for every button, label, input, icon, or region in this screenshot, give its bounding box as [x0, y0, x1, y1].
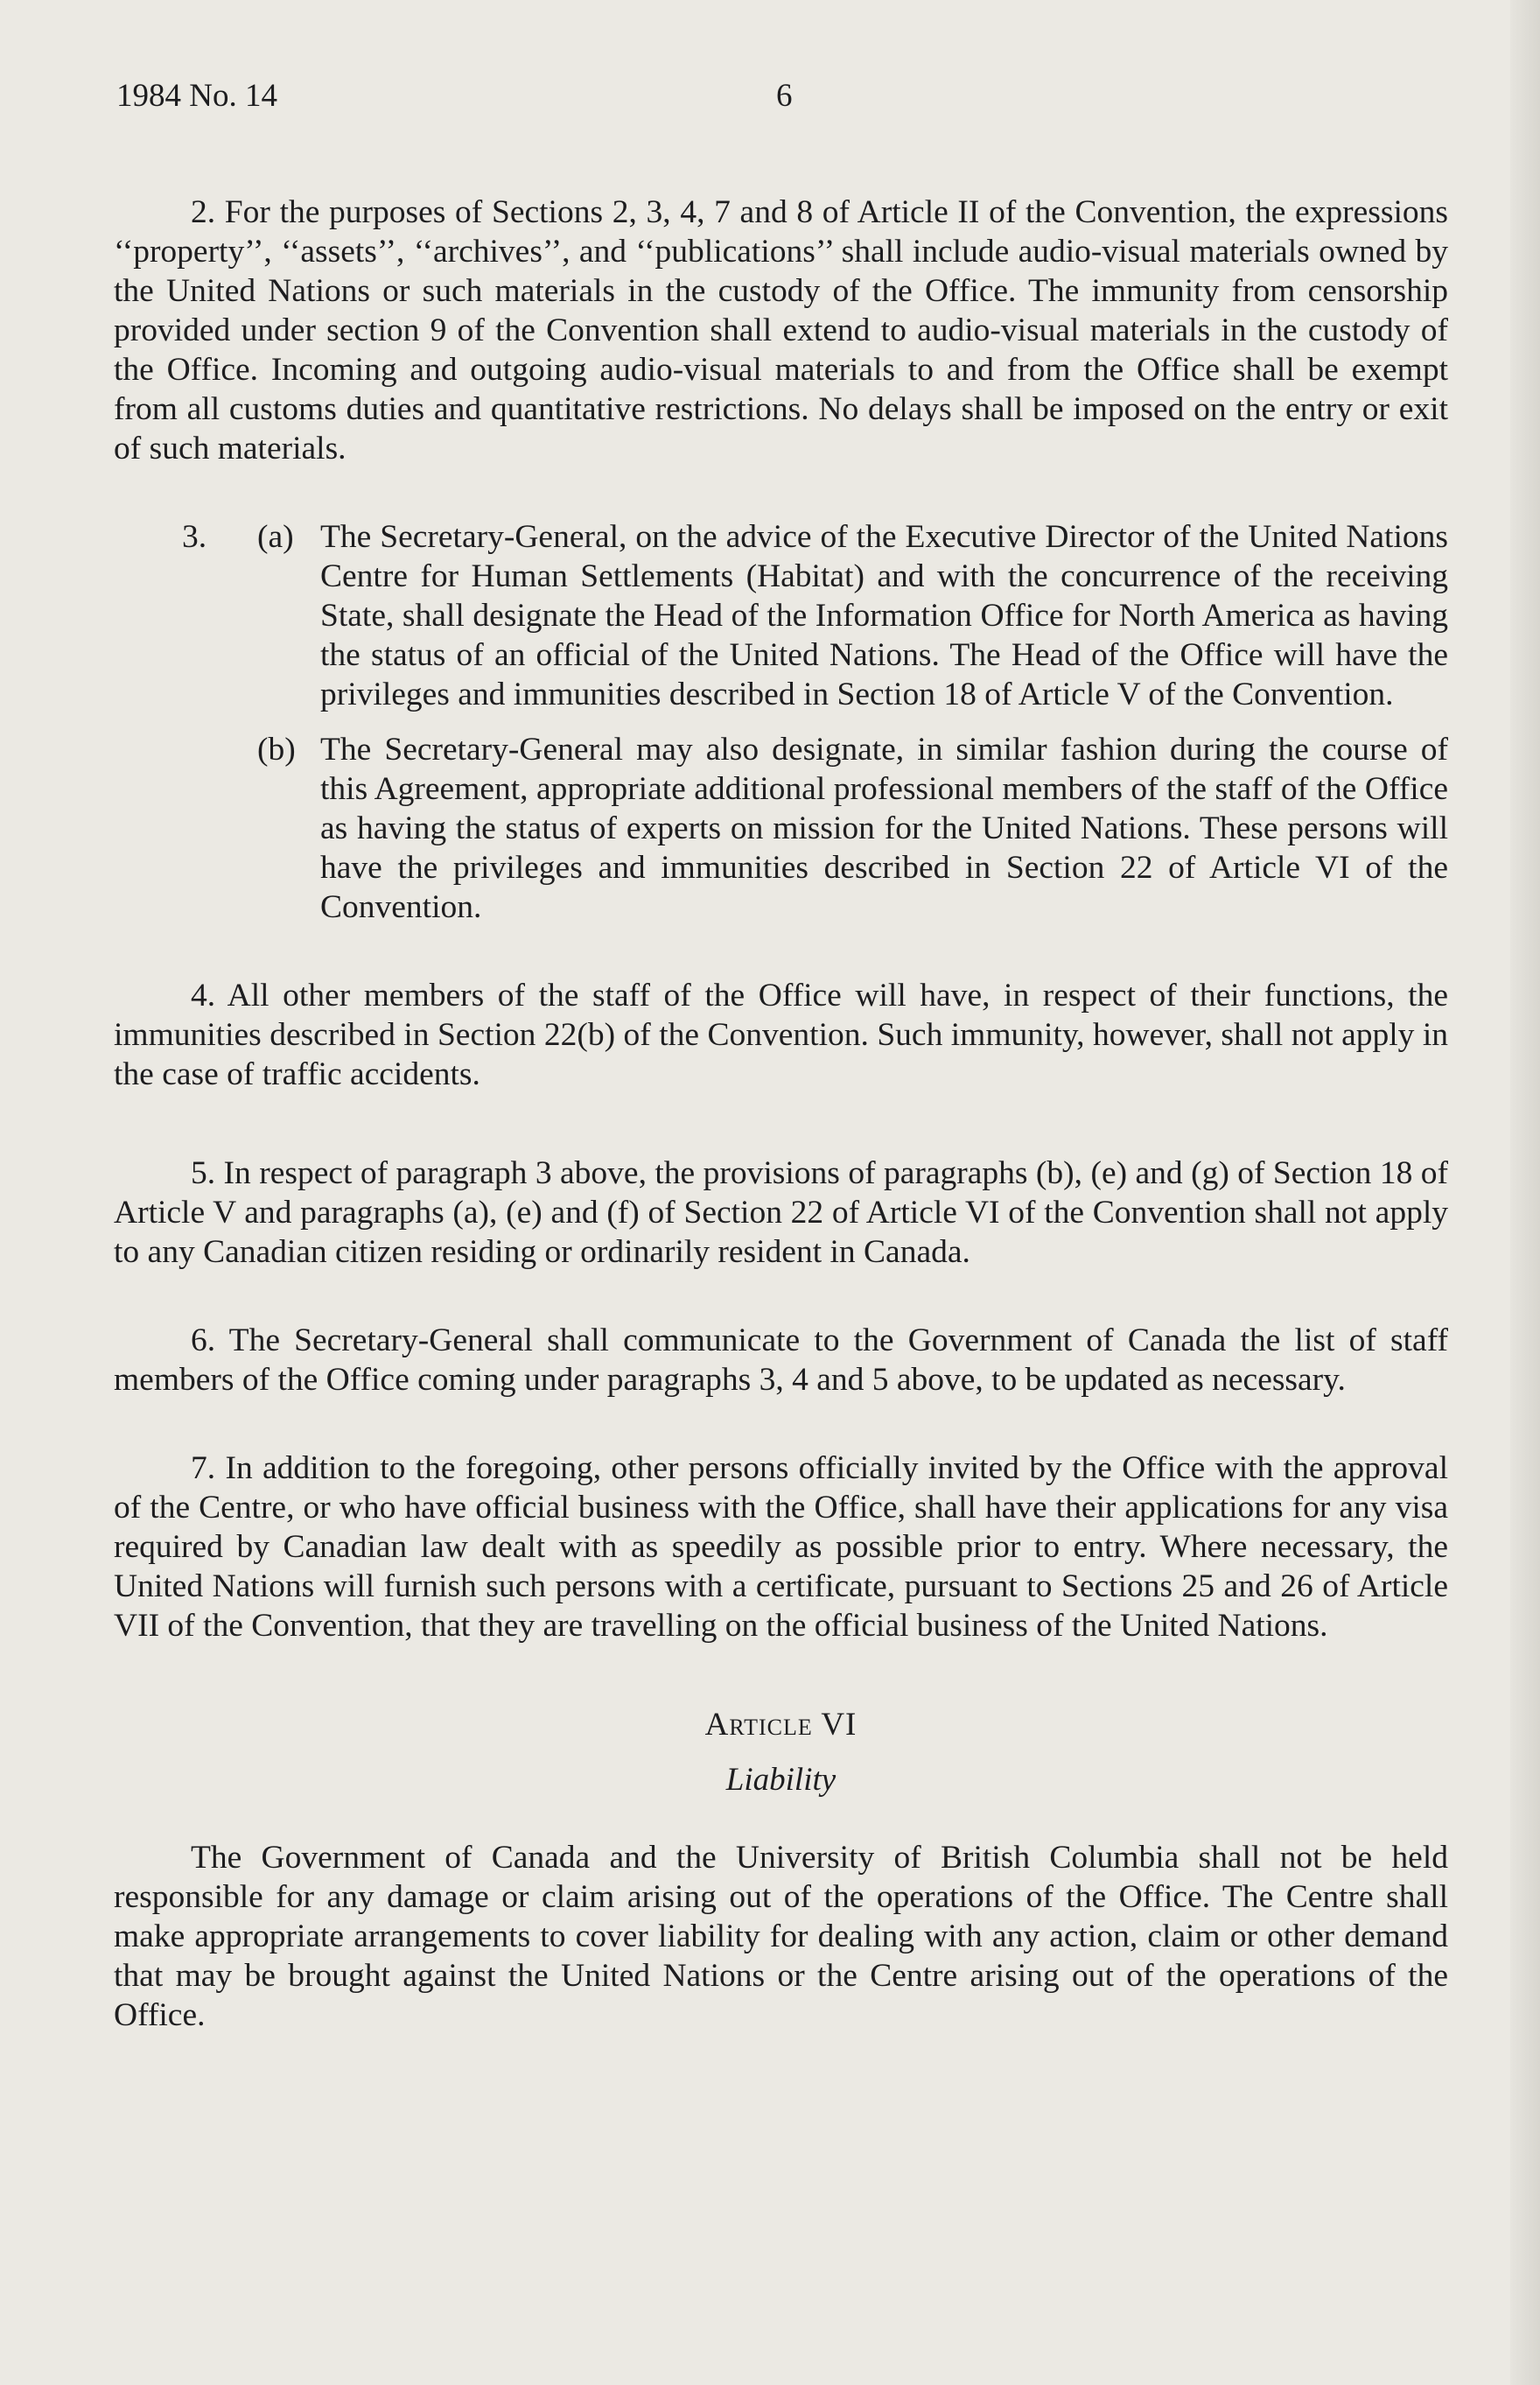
paragraph-4: 4. All other members of the staff of the Office will have, in respect of their functions, the immunities described in Section 22(b) of the Convention. Such immunity, however, shall not apply in the case of traffic accidents. — [114, 978, 1448, 1092]
paragraph-2: 2. For the purposes of Sections 2, 3, 4, 7 and 8 of Article II of the Convention, the expressions ‘‘property’’, ‘‘assets’’, ‘‘archives’’, and ‘‘publications’’ shall include audio-visual materials owned by the United Nations or such materials in the custody of the Office. The immunity from censorship provided under section 9 of the Convention shall extend to audio-visual materials in the custody of the Office. Incoming and outgoing audio-visual materials to and from the Office shall be exempt from all customs duties and quantitative restrictions. No delays shall be imposed on the entry or exit of such materials. — [114, 194, 1448, 466]
paragraph-3a-text: The Secretary-General, on the advice of the Executive Director of the United Nations Centre for Human Settlements (Habitat) and with the concurrence of the receiving State, shall designate the Head of the Information Office for North America as having the status of an official of the United Nations. The Head of the Office will have the privileges and immunities described in Section 18 of Article V of the Convention. — [320, 519, 1448, 712]
paragraph-3a-label: (a) — [257, 519, 294, 555]
page-edge-shadow — [1510, 0, 1540, 2385]
page-number: 6 — [776, 78, 793, 114]
article-subheading: Liability — [725, 1762, 836, 1798]
paragraph-6: 6. The Secretary-General shall communicate to the Government of Canada the list of staff members of the Office coming under paragraphs 3, 4 and 5 above, to be updated as necessary. — [114, 1322, 1448, 1398]
paragraph-3a — [257, 517, 1448, 714]
paragraph-3b — [257, 730, 1448, 927]
paragraph-3 — [114, 517, 1448, 714]
paragraph-3b-text: The Secretary-General may also designate, in similar fashion during the course of this Agreement, appropriate additional professional members of the staff of the Office as having the status of experts on mission for the United Nations. These persons will have the privileges and immunities described in Section 22 of Article VI of the Convention. — [320, 732, 1448, 925]
paragraph-7: 7. In addition to the foregoing, other persons officially invited by the Office with the approval of the Centre, or who have official business with the Office, shall have their applications for any visa required by Canadian law dealt with as speedily as possible prior to entry. Where necessary, the United Nations will furnish such persons with a certificate, pursuant to Sections 25 and 26 of Article VII of the Convention, that they are travelling on the official business of the United Nations. — [114, 1450, 1448, 1644]
article-paragraph: The Government of Canada and the University of British Columbia shall not be held responsible for any damage or claim arising out of the operations of the Office. The Centre shall make appropriate arrangements to cover liability for dealing with any action, claim or other demand that may be brought against the United Nations or the Centre arising out of the operations of the Office. — [114, 1840, 1448, 2033]
paragraph-5: 5. In respect of paragraph 3 above, the provisions of paragraphs (b), (e) and (g) of Section 18 of Article V and paragraphs (a), (e) and (f) of Section 22 of Article VI of the Convention shall not apply to any Canadian citizen residing or ordinarily resident in Canada. — [114, 1155, 1448, 1270]
page-header — [116, 77, 1446, 126]
paragraph-3b-label: (b) — [257, 732, 296, 768]
document-body — [114, 193, 1448, 2035]
paragraph-3-number: 3. — [182, 519, 207, 555]
statute-year-number: 1984 No. 14 — [116, 78, 277, 114]
article-heading: Article VI — [704, 1707, 858, 1743]
